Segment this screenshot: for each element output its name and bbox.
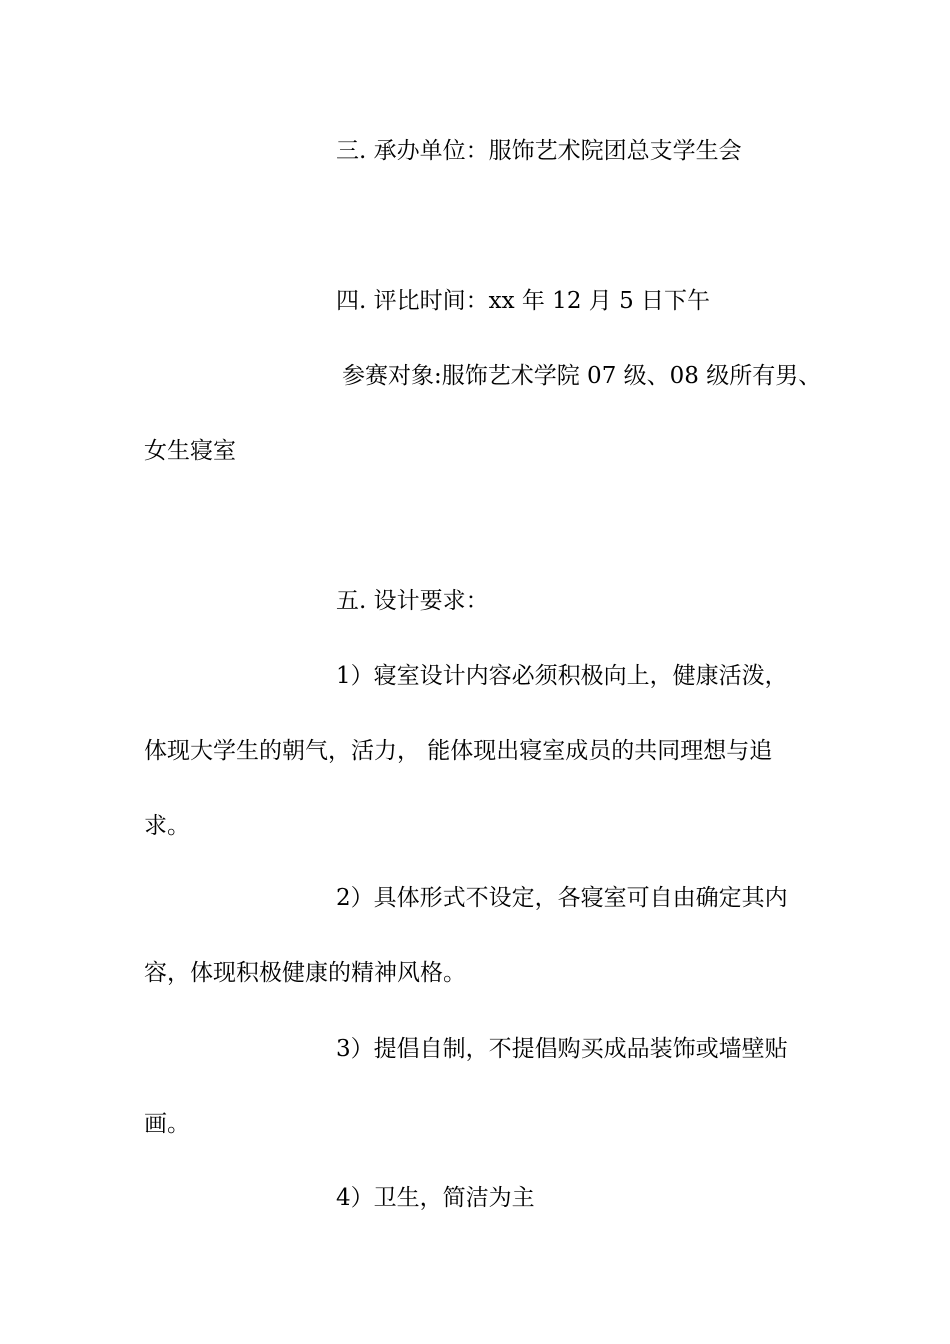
section-design-requirements: 五. 设计要求：	[336, 588, 489, 614]
requirement-1-line-3: 求。	[144, 813, 190, 839]
requirement-3-line-2: 画。	[144, 1111, 190, 1137]
participants-line-2: 女生寝室	[144, 438, 236, 464]
requirement-1-line-2: 体现大学生的朝气，活力， 能体现出寝室成员的共同理想与追	[144, 738, 773, 764]
requirement-4-line-1: 4）卫生，简洁为主	[336, 1185, 535, 1211]
participants-line-1: 参赛对象:服饰艺术学院 07 级、08 级所有男、	[342, 363, 822, 389]
requirement-3-line-1: 3）提倡自制，不提倡购买成品装饰或墙壁贴	[336, 1036, 788, 1062]
section-organizer: 三. 承办单位：服饰艺术院团总支学生会	[336, 138, 742, 164]
requirement-2-line-2: 容，体现积极健康的精神风格。	[144, 960, 466, 986]
requirement-2-line-1: 2）具体形式不设定，各寝室可自由确定其内	[336, 885, 788, 911]
section-judging-time: 四. 评比时间：xx 年 12 月 5 日下午	[336, 288, 711, 314]
requirement-1-line-1: 1）寝室设计内容必须积极向上，健康活泼，	[336, 663, 788, 689]
